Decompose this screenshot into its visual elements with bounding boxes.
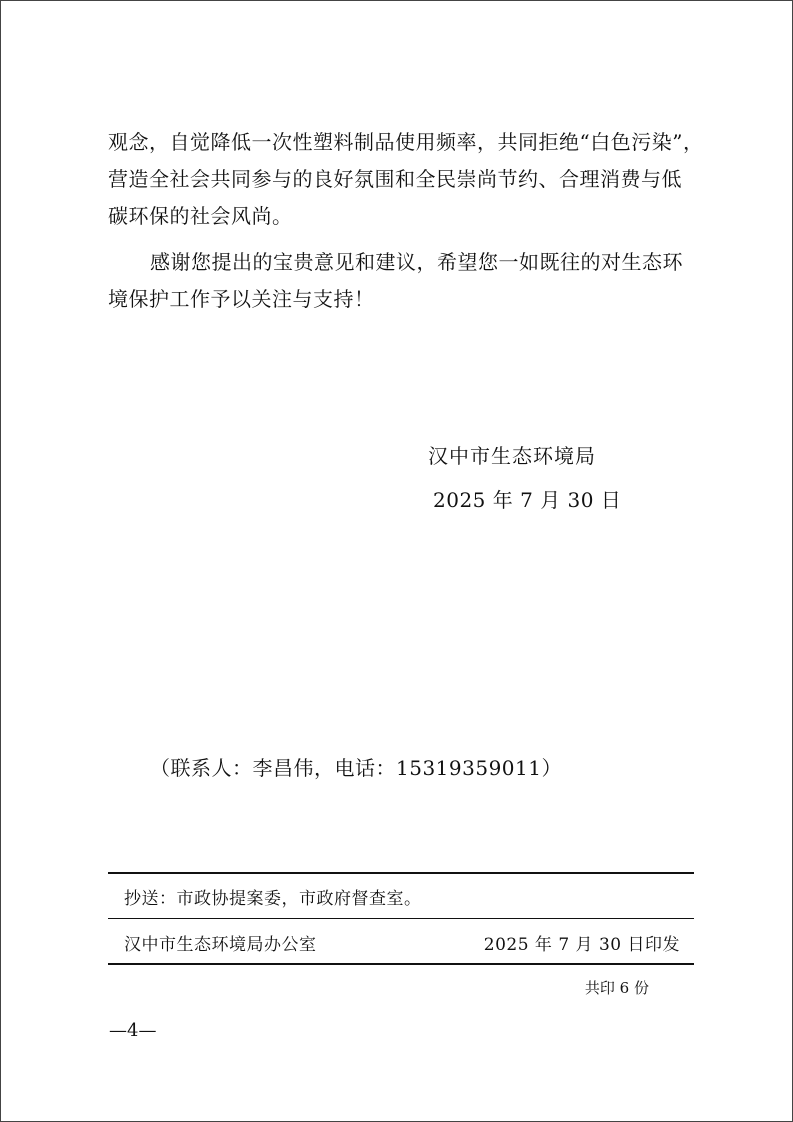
contact-info: （联系人：李昌伟，电话：15319359011） (150, 756, 562, 780)
paragraph-1-line: 碳环保的社会风尚。 (108, 204, 293, 228)
cc-recipients: 抄送：市政协提案委，市政府督查室。 (124, 889, 422, 909)
issuing-office: 汉中市生态环境局办公室 (124, 935, 317, 955)
paragraph-2 (108, 244, 708, 318)
footer-rule-top (108, 872, 694, 874)
paragraph-2-line: 感谢您提出的宝贵意见和建议，希望您一如既往的对生态环 (150, 250, 683, 274)
paragraph-1-line: 营造全社会共同参与的良好氛围和全民崇尚节约、合理消费与低 (108, 167, 682, 191)
footer-rule-middle (108, 918, 694, 919)
paragraph-1-line: 观念，自觉降低一次性塑料制品使用频率，共同拒绝“白色污染”， (108, 130, 704, 154)
paragraph-2-line: 境保护工作予以关注与支持！ (108, 287, 375, 311)
paragraph-1 (108, 124, 708, 235)
signature-organization: 汉中市生态环境局 (428, 444, 596, 468)
issue-date: 2025 年 7 月 30 日印发 (483, 935, 680, 955)
copies-count: 共印 6 份 (584, 979, 649, 997)
signature-date: 2025 年 7 月 30 日 (433, 488, 622, 512)
page-number: —4— (109, 1020, 157, 1041)
footer-rule-bottom (108, 963, 694, 965)
